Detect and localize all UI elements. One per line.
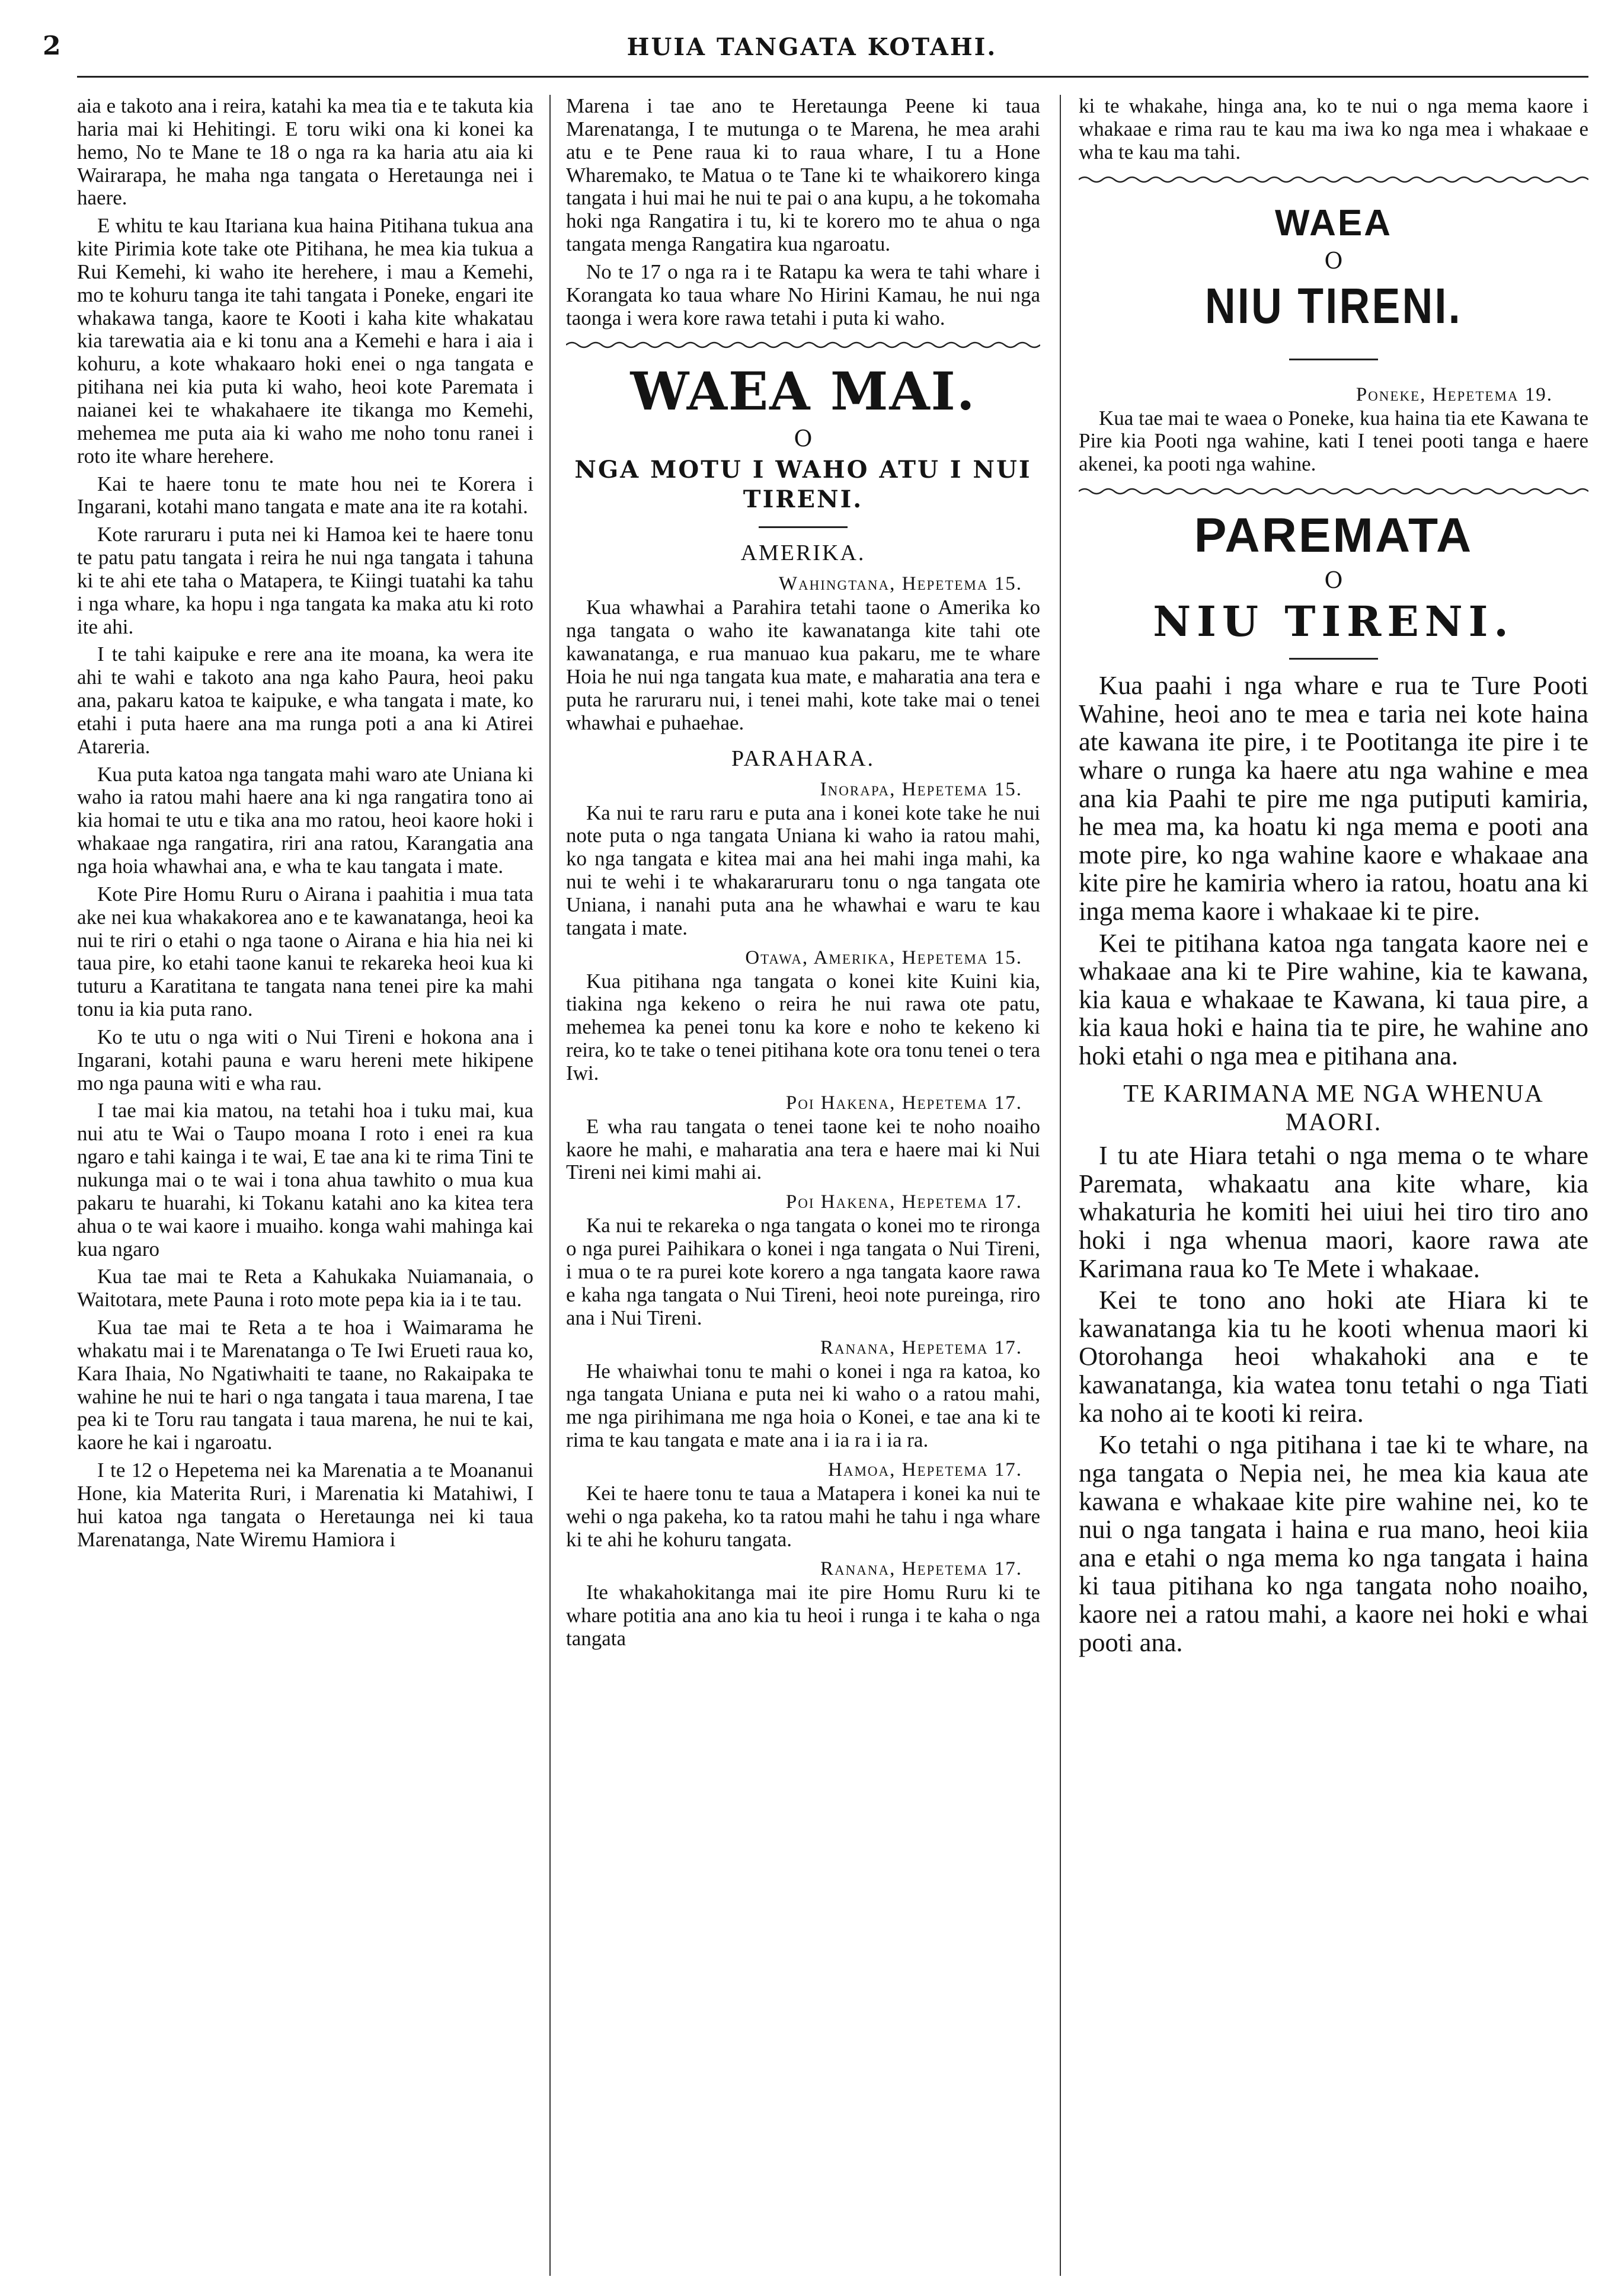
dateline: Poneke, Hepetema 19. bbox=[1356, 383, 1553, 405]
headline-connector: O bbox=[1324, 567, 1343, 594]
headline-waea-mai: WAEA MAI. bbox=[630, 360, 976, 423]
article-paragraph: Kote raruraru i puta nei ki Hamoa kei te haere tonu te patu patu tangata i reira he nui nga tangata i tahuna ki te ahi ete taha o Matapera, te Kiingi tuatahi ka tahu i nga whare, ka hopu i nga tangata ka maka atu ki roto ite ahi. bbox=[77, 523, 533, 638]
article-paragraph: Ko tetahi o nga pitihana i tae ki te whare, na nga tangata o Nepia nei, he mea kia kaua ate kawana e whakaae kite pire wahine nei, ko te nui o nga tangata i haina e rua mano, heoi kiia ana e etahi o nga mema ko nga tangata i haina ki taua pitihana ko nga tangata noho noaiho, kaore nei a ratou mahi, a kaore nei hoki e whai pooti ana. bbox=[1079, 1430, 1588, 1657]
article-paragraph: I te 12 o Hepetema nei ka Marenatia a te Moananui Hone, kia Materita Ruri, i Marenatia ki Matahiwi, I hui katoa nga tangata o Heretaunga nei ki taua Marenatanga, Nate Wiremu Hamiora i bbox=[77, 1459, 533, 1551]
headline-connector: O bbox=[1324, 247, 1343, 274]
header-rule bbox=[77, 76, 1588, 78]
column-3 bbox=[1079, 95, 1588, 2276]
headline-niu-tireni: NIU TIRENI. bbox=[1204, 277, 1463, 334]
dateline: Poi Hakena, Hepetema 17. bbox=[785, 1191, 1022, 1213]
dateline: Hamoa, Hepetema 17. bbox=[828, 1459, 1022, 1480]
dateline: Ranana, Hepetema 17. bbox=[820, 1336, 1022, 1358]
article-paragraph: I tae mai kia matou, na tetahi hoa i tuku mai, kua nui atu te Wai o Taupo moana I roto i enei ra kua ngaro e tahi kainga i te wai, E tae ana ki te rima Tini te nukunga mai o te wai i tona ahua tawhito o mua kua pakaru te huarahi, ki Tokanu katahi ano ka kitea tera ahua o te wai kaore i muaiho. konga wahi mahinga kai kua ngaro bbox=[77, 1099, 533, 1261]
subhead-karimana: TE KARIMANA ME NGA WHENUA MAORI. bbox=[1123, 1080, 1544, 1136]
article-paragraph: Marena i tae ano te Heretaunga Peene ki taua Marenatanga, I te mutunga o te Marena, he mea arahi atu e te Pene raua ki to raua whare, I tu a Hone Wharemako, te Matua o te Tane ki te whaikorero kinga tangata i hui mai he nui te pai o ana kupu, a he tokomaha hoki nga Rangatira i tu, ki te korero mo te ahua o nga tangata menga Rangatira kua ngaroatu. bbox=[566, 95, 1040, 256]
article-paragraph: Kei te pitihana katoa nga tangata kaore nei e whakaae ana ki te Pire wahine, kia te kawana, kia kaua e whakaae te Kawana, ki taua pire, a kia kaua hoki e haina tia te pire, he wahine ano hoki etahi o nga mea e pitihana ana. bbox=[1079, 928, 1588, 1070]
column-rule-2 bbox=[1060, 95, 1061, 2276]
news-item: Kei te haere tonu te taua a Matapera i konei ka nui te wehi o nga pakeha, ko ta ratou mahi he tahu i nga whare ki te ahi he kohuru tangata. bbox=[566, 1481, 1040, 1551]
article-paragraph: Kai te haere tonu te mate hou nei te Korera i Ingarani, kotahi mano tangata e mate ana ite ra kotahi. bbox=[77, 472, 533, 519]
short-rule bbox=[1289, 658, 1378, 660]
article-paragraph: No te 17 o nga ra i te Ratapu ka wera te tahi whare i Korangata ko taua whare No Hirini Kamau, he nui nga taonga i wera kore rawa tetahi i puta ki waho. bbox=[566, 260, 1040, 330]
news-item: Ka nui te raru raru e puta ana i konei kote take he nui note puta o nga tangata Uniana ki waho ia ratou mahi, ko nga tangata e kitea mai ana hei mahi inga mahi, ka nui te wehi i te whakararuraru tonu o nga tangata ote Uniana, i nanahi puta ana he whawhai e waru te kau tangata i mate. bbox=[566, 801, 1040, 939]
article-paragraph: ki te whakahe, hinga ana, ko te nui o nga mema kaore i whakaae e rima rau te kau ma iwa ko nga mea i whakaae e wha te kau ma tahi. bbox=[1079, 95, 1588, 164]
short-rule bbox=[759, 526, 848, 528]
article-paragraph: Kua paahi i nga whare e rua te Ture Pooti Wahine, heoi ano te mea e taria nei kote haina ate kawana ite pire, i te Pootitanga ite pire i te whare o runga ka haere atu nga wahine e mea ana kia Paahi te pire me nga putiputi kamiria, he mea ma, ka hoatu ki nga mema e pooti ana mote pire, ko nga wahine kaore e whakaae ana kite pire he kamiria whero ia ratou, hoatu ana ki inga mema kaore i whakaae ki te pire. bbox=[1079, 670, 1588, 926]
running-head: HUIA TANGATA KOTAHI. bbox=[626, 33, 998, 61]
section-head-parahara: PARAHARA. bbox=[731, 746, 875, 771]
dateline: Ranana, Hepetema 17. bbox=[820, 1558, 1022, 1580]
article-paragraph: E whitu te kau Itariana kua haina Pitihana tukua ana kite Pirimia kote take ote Pitihana, he mea kia tukua a Rui Kemehi, ki waho ite herehere, i mau a Kemehi, mo te kohuru tanga ite tahi tangata i Poneke, engari ite whakawa tanga, kaore te Kooti i kaha kite whakatau kia tarewatia aia e ki tonu ana a Kemehi e hara i aia i kohuru, a kote whakaaro hoki enei o nga tangata e pitihana nei kia puta ki waho, heoi kote Paremata i naianei kei te whakahaere ite tikanga mo Kemehi, mehemea me puta aia ki waho me noho tonu ranei i roto ite whare herehere. bbox=[77, 214, 533, 468]
headline-connector: O bbox=[794, 426, 813, 452]
dateline: Wahingtana, Hepetema 15. bbox=[778, 573, 1022, 595]
news-item: He whaiwhai tonu te mahi o konei i nga ra katoa, ko nga tangata Uniana e puta nei ki waho o a ratou mahi, me nga pirihimana me nga hoia o Konei, e tae ana ki te rima te kau tangata e mate ana i ia ra i ia ra. bbox=[566, 1359, 1040, 1452]
article-paragraph: Kua tae mai te Reta a te hoa i Waimarama he whakatu mai i te Marenatanga o Te Iwi Erueti raua ko, Kara Ihaia, No Ngatiwhaiti te taane, no Rakaipaka te wahine he nui te hari o nga tangata i taua marena, I tae pea ki te Toru rau tangata i taua marena, he nui te kai, kaore he kai i ngaroatu. bbox=[77, 1316, 533, 1454]
news-item: Kua whawhai a Parahira tetahi taone o Amerika ko nga tangata o waho ite kawanatanga kite tahi ote kawanatanga, e rua manuao kua pakaru, me te whare Hoia he nui nga tangata kua mate, e maharatia ana tera e puta he raruraru nui, i tenei mahi, kote take mai o tenei whawhai e puhaehae. bbox=[566, 596, 1040, 734]
headline-paremata: PAREMATA bbox=[1194, 509, 1473, 563]
news-item: Kua pitihana nga tangata o konei kite Kuini kia, tiakina nga kekeno o reira he nui rawa ote patu, mehemea ka penei tonu ka kore e noho te kekeno ki reira, ko te take o tenei pitihana kote ora tonu tenei o tera Iwi. bbox=[566, 969, 1040, 1085]
news-item: Kua tae mai te waea o Poneke, kua haina tia ete Kawana te Pire kia Pooti nga wahine, kati I tenei pooti tanga e haere akenei, ka pooti nga wahine. bbox=[1079, 406, 1588, 476]
wavy-divider bbox=[1079, 175, 1588, 184]
wavy-divider bbox=[1079, 487, 1588, 496]
article-paragraph: Ko te utu o nga witi o Nui Tireni e hokona ana i Ingarani, kotahi pauna e waru hereni mete hikipene mo nga pauna witi e wha rau. bbox=[77, 1025, 533, 1095]
column-rule-1 bbox=[549, 95, 551, 2276]
news-item: Ka nui te rekareka o nga tangata o konei mo te rironga o nga purei Paihikara o konei i nga tangata o Nui Tireni, i mua o te ra purei kote korero a nga tangata kaore rawa e kaha nga tangata o Nui Tireni, heoi note pureinga, riro ana i Nui Tireni. bbox=[566, 1214, 1040, 1329]
dateline: Inorapa, Hepetema 15. bbox=[820, 778, 1022, 800]
article-paragraph: I te tahi kaipuke e rere ana ite moana, ka wera ite ahi te wahi e takoto ana nga kaho Paura, heoi paku ana, pakaru katoa te kaipuke, e wha tangata i mate, ko etahi i puta haere ana ma runga poti a ana ki Atirei Atareria. bbox=[77, 642, 533, 758]
article-paragraph: Kei te tono ano hoki ate Hiara ki te kawanatanga kia tu he kooti whenua maori ki Otorohanga heoi whakahoki ana e te kawanatanga, kia watea tonu tetahi o nga Tiati ka noho ai te kooti ki reira. bbox=[1079, 1285, 1588, 1428]
section-head-amerika: AMERIKA. bbox=[740, 541, 866, 566]
dateline: Poi Hakena, Hepetema 17. bbox=[785, 1092, 1022, 1114]
news-item: Ite whakahokitanga mai ite pire Homu Ruru ki te whare potitia ana ano kia tu heoi i runga i te kaha o nga tangata bbox=[566, 1581, 1040, 1651]
page-number: 2 bbox=[43, 31, 61, 61]
column-2 bbox=[566, 95, 1040, 2276]
news-item: E wha rau tangata o tenei taone kei te noho noaiho kaore he mahi, e maharatia ana tera e haere mai ki Nui Tireni nei kimi mahi ai. bbox=[566, 1114, 1040, 1184]
wavy-divider bbox=[566, 340, 1040, 350]
article-paragraph: Kua puta katoa nga tangata mahi waro ate Uniana ki waho ia ratou mahi haere ana ki nga rangatira tono ai kia homai te utu e tika ana mo ratou, heoi kaore hoki i whakaae nga rangatira, riri ana ratou, Karangatia ana nga hoia whawhai ana, e wha te kau tangata i mate. bbox=[77, 762, 533, 878]
column-1 bbox=[77, 95, 533, 2276]
article-paragraph: Kua tae mai te Reta a Kahukaka Nuiamanaia, o Waitotara, mete Pauna i roto mote pepa kia ia i te tau. bbox=[77, 1265, 533, 1312]
headline-niu-tireni-2: NIU TIRENI. bbox=[1153, 597, 1514, 647]
article-paragraph: Kote Pire Homu Ruru o Airana i paahitia i mua tata ake nei kua whakakorea ano e te kawanatanga, heoi ka nui te riri o etahi o nga taone o Airana e hia hia nei ki taua pire, ko etahi taone kanui te rekareka heoi kua ki tuturu a Karatitana te tangata nana tenei pire ka mahi tonu ia kia puta rano. bbox=[77, 882, 533, 1021]
subheadline: NGA MOTU I WAHO ATU I NUI TIRENI. bbox=[574, 456, 1032, 514]
short-rule bbox=[1289, 359, 1378, 360]
dateline: Otawa, Amerika, Hepetema 15. bbox=[745, 946, 1022, 968]
headline-waea: WAEA bbox=[1275, 202, 1392, 244]
article-paragraph: I tu ate Hiara tetahi o nga mema o te whare Paremata, whakaatu ana kite whare, kia whakaturia he komiti hei uiui hei tiro tiro ano hoki i nga whenua maori, kaore rawa ate Karimana raua ko Te Mete i whakaae. bbox=[1079, 1140, 1588, 1283]
article-paragraph: aia e takoto ana i reira, katahi ka mea tia e te takuta kia haria mai ki Hehitingi. E toru wiki ona ki konei ka hemo, No te Mane te 18 o nga ra ka haria atu aia ki Wairarapa, he maha nga tangata o Heretaunga nei i haere. bbox=[77, 95, 533, 210]
